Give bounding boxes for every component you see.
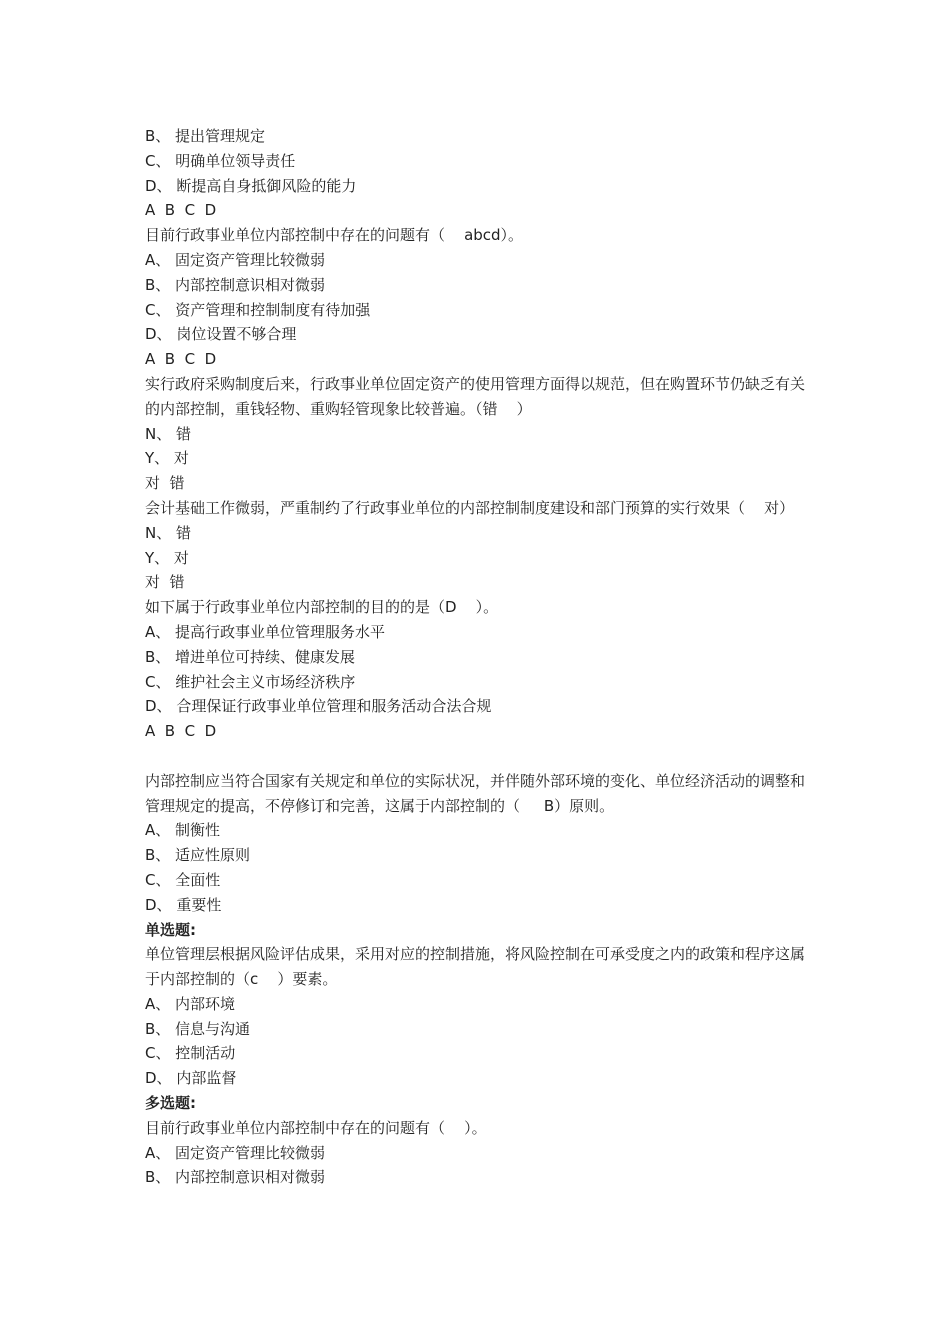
text-line: Y、 对 <box>145 548 189 567</box>
text-line: B、 内部控制意识相对微弱 <box>145 275 326 294</box>
text-line: D、 岗位设置不够合理 <box>145 325 297 344</box>
section-heading: 多选题: <box>145 1094 196 1113</box>
text-line: A、 提高行政事业单位管理服务水平 <box>145 622 386 641</box>
text-line: A、 制衡性 <box>145 821 221 840</box>
text-line: C、 资产管理和控制制度有待加强 <box>145 300 371 319</box>
text-line: D、 断提高自身抵御风险的能力 <box>145 176 357 195</box>
text-line: Y、 对 <box>145 449 189 468</box>
text-line: B、 内部控制意识相对微弱 <box>145 1168 326 1187</box>
section-heading: 单选题: <box>145 920 196 939</box>
text-line: D、 内部监督 <box>145 1069 237 1088</box>
text-line: A B C D <box>145 350 217 369</box>
text-line: 如下属于行政事业单位内部控制的目的的是（D ）。 <box>145 598 499 617</box>
text-line: A B C D <box>145 722 217 741</box>
text-line: B、 增进单位可持续、健康发展 <box>145 647 356 666</box>
text-line: 会计基础工作微弱，严重制约了行政事业单位的内部控制制度建设和部门预算的实行效果（ 对） <box>145 498 795 517</box>
text-line: A、 固定资产管理比较微弱 <box>145 1143 326 1162</box>
text-line: B、 提出管理规定 <box>145 127 266 145</box>
text-line: A B C D <box>145 201 217 220</box>
text-line: A、 内部环境 <box>145 994 236 1013</box>
text-line: C、 维护社会主义市场经济秩序 <box>145 672 356 691</box>
text-line: C、 全面性 <box>145 870 221 889</box>
document-body <box>145 124 815 1190</box>
text-line: D、 重要性 <box>145 895 222 914</box>
text-line: N、 错 <box>145 424 191 443</box>
text-line: D、 合理保证行政事业单位管理和服务活动合法合规 <box>145 697 492 716</box>
text-line: C、 明确单位领导责任 <box>145 151 296 170</box>
blank-line <box>145 744 815 769</box>
text-line: N、 错 <box>145 523 191 542</box>
text-line: 目前行政事业单位内部控制中存在的问题有（ ）。 <box>145 1118 487 1137</box>
text-line: B、 适应性原则 <box>145 846 251 865</box>
text-line: A、 固定资产管理比较微弱 <box>145 250 326 269</box>
text-line: 对 错 <box>145 474 185 493</box>
text-line: 单位管理层根据风险评估成果，采用对应的控制措施，将风险控制在可承受度之内的政策和程序这属于内部控制的（c ）要素。 <box>145 945 806 989</box>
text-line: 对 错 <box>145 573 185 592</box>
text-line: 实行政府采购制度后来，行政事业单位固定资产的使用管理方面得以规范，但在购置环节仍缺乏有关的内部控制，重钱轻物、重购轻管现象比较普遍。（错 ） <box>145 374 806 418</box>
text-line: C、 控制活动 <box>145 1044 236 1063</box>
text-line: 内部控制应当符合国家有关规定和单位的实际状况，并伴随外部环境的变化、单位经济活动的调整和管理规定的提高，不停修订和完善，这属于内部控制的（ B）原则。 <box>145 771 806 815</box>
text-line: B、 信息与沟通 <box>145 1019 251 1038</box>
text-line: 目前行政事业单位内部控制中存在的问题有（ abcd）。 <box>145 226 524 245</box>
